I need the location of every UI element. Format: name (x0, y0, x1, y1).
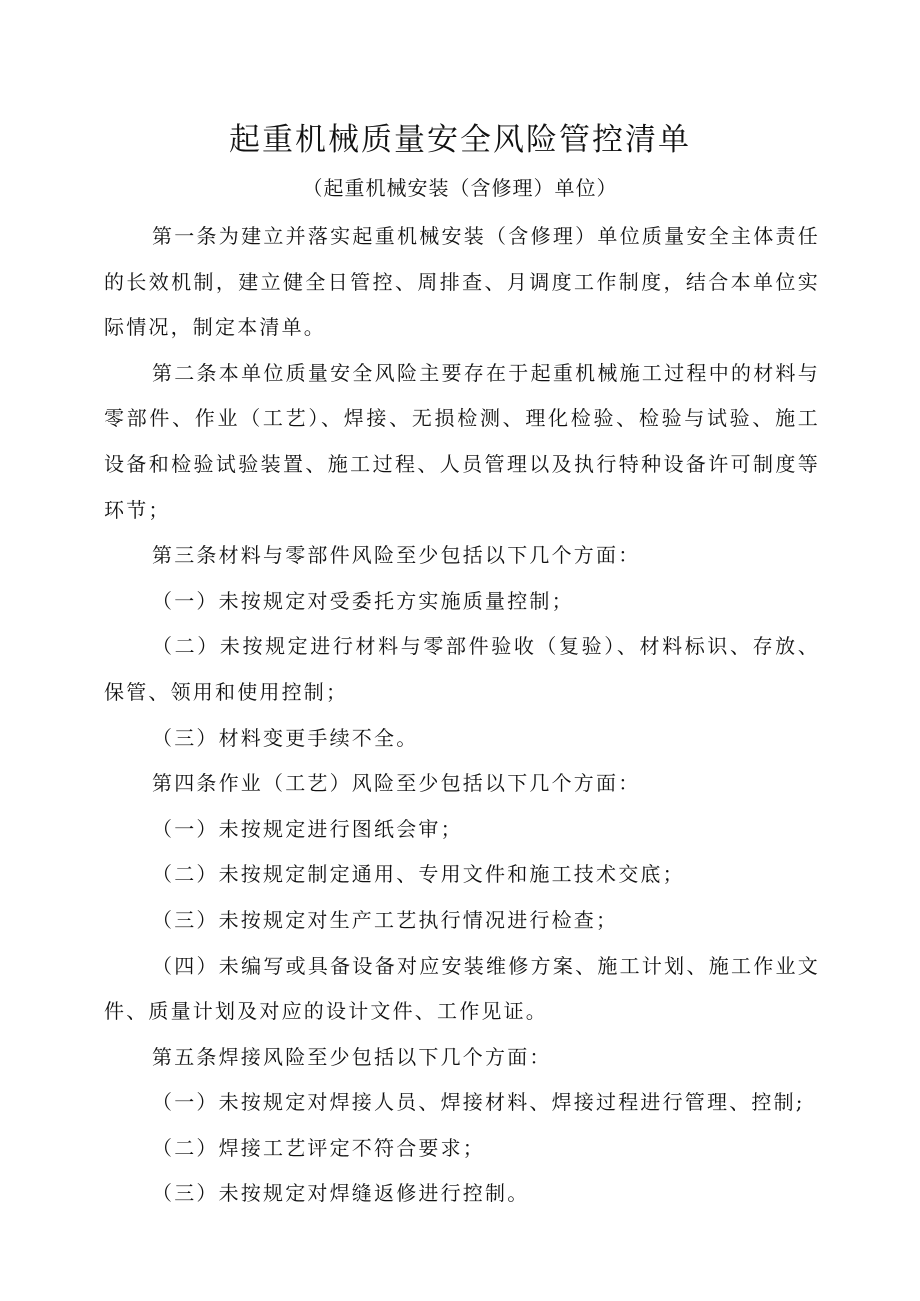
article-4-item-4: （四）未编写或具备设备对应安装维修方案、施工计划、施工作业文件、质量计划及对应的设计文件、工作见证。 (104, 953, 820, 1024)
article-2: 第二条本单位质量安全风险主要存在于起重机械施工过程中的材料与零部件、作业（工艺）、焊接、无损检测、理化检验、检验与试验、施工设备和检验试验装置、施工过程、人员管理以及执行特种设备许可制度等环节； (104, 360, 820, 522)
article-5-item-1: （一）未按规定对焊接人员、焊接材料、焊接过程进行管理、控制; (152, 1090, 805, 1115)
article-4-item-1: （一）未按规定进行图纸会审； (152, 816, 463, 841)
article-5-item-3: （三）未按规定对焊缝返修进行控制。 (152, 1181, 530, 1206)
article-4-item-3: （三）未按规定对生产工艺执行情况进行检查； (152, 907, 619, 932)
article-4: 第四条作业（工艺）风险至少包括以下几个方面： (152, 771, 641, 796)
article-3-item-3: （三）材料变更手续不全。 (152, 725, 419, 750)
document-body (104, 214, 820, 1217)
article-4-item-2: （二）未按规定制定通用、专用文件和施工技术交底； (152, 862, 685, 887)
document-title: 起重机械质量安全风险管控清单 (229, 122, 691, 158)
article-3-item-2: （二）未按规定进行材料与零部件验收（复验）、材料标识、存放、保管、领用和使用控制； (104, 634, 820, 704)
article-5-item-2: （二）焊接工艺评定不符合要求； (152, 1135, 485, 1160)
article-3-item-1: （一）未按规定对受委托方实施质量控制； (152, 588, 574, 613)
document-subtitle: （起重机械安装（含修理）单位） (302, 176, 618, 200)
article-1: 第一条为建立并落实起重机械安装（含修理）单位质量安全主体责任的长效机制，建立健全日管控、周排查、月调度工作制度，结合本单位实际情况，制定本清单。 (104, 224, 820, 340)
article-3: 第三条材料与零部件风险至少包括以下几个方面： (152, 543, 641, 568)
article-5: 第五条焊接风险至少包括以下几个方面： (152, 1044, 552, 1069)
